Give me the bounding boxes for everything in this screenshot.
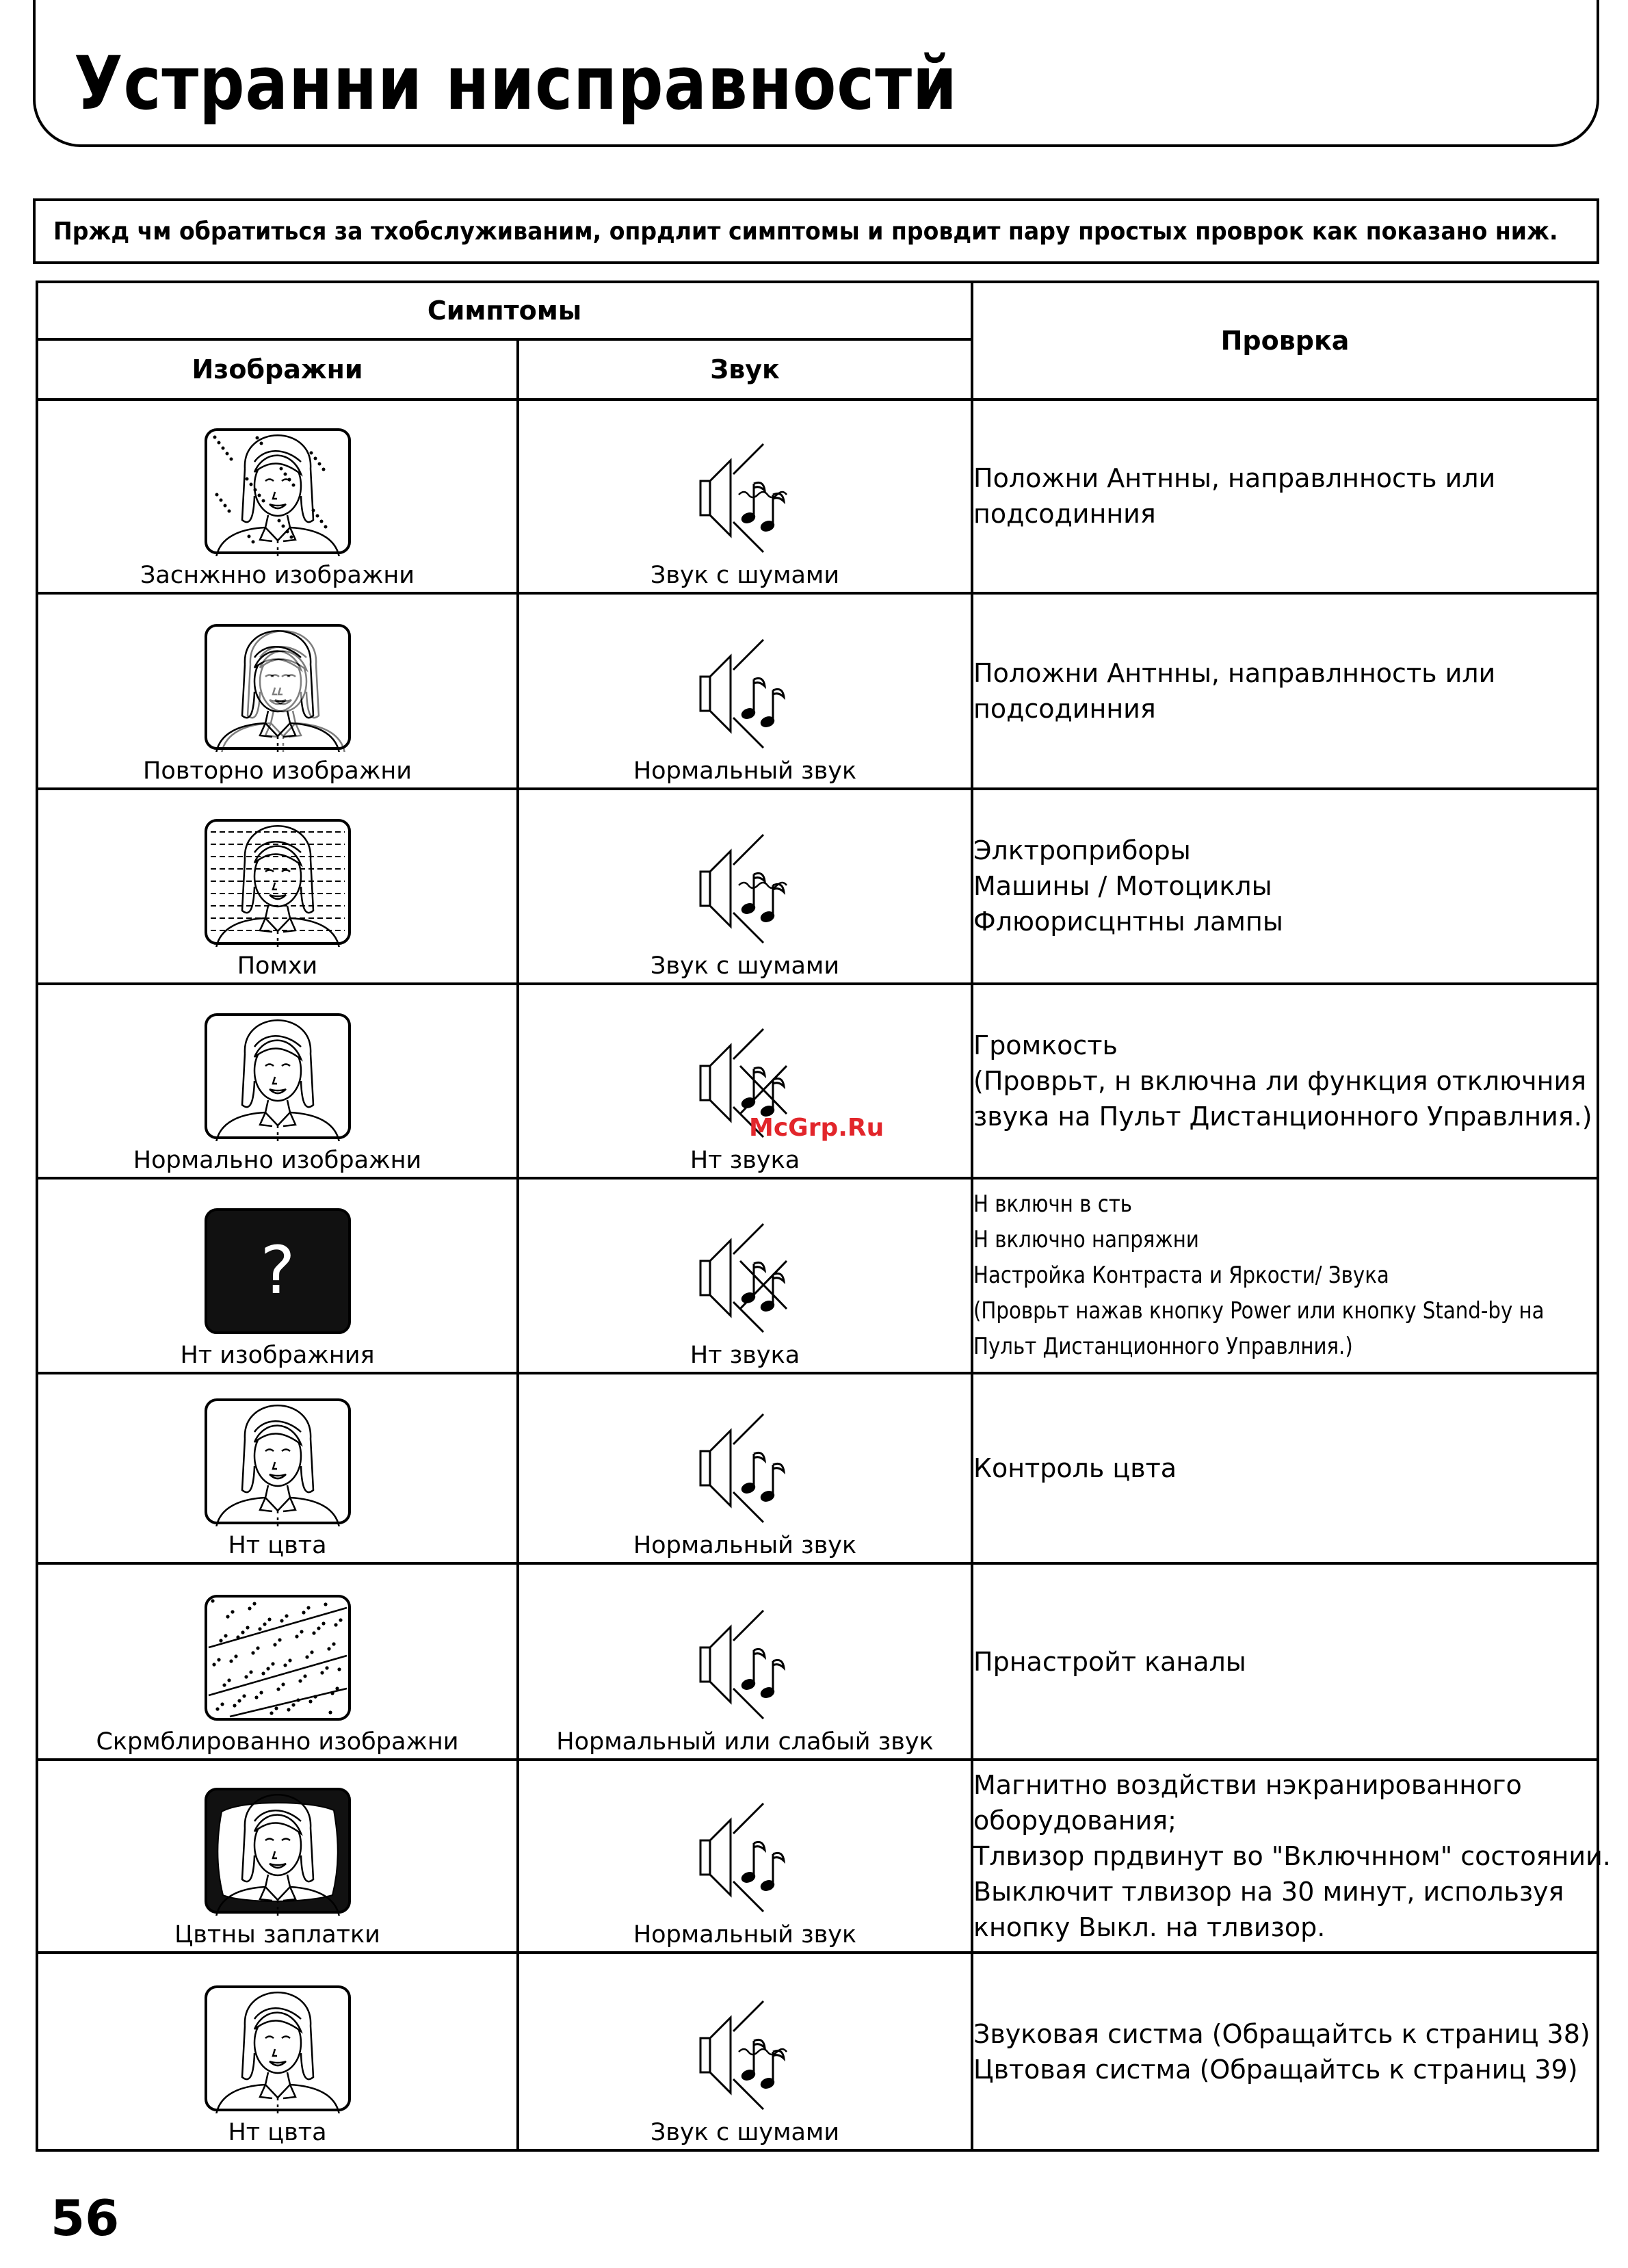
check-line: Магнитно воздйстви нэкранированного — [973, 1770, 1522, 1801]
check-cell — [972, 1373, 1598, 1564]
sound-cell — [518, 1953, 972, 2150]
picture-label: Заснжнно изображни — [140, 561, 415, 589]
sound-label: Нормальный звук — [633, 1532, 857, 1560]
check-line: Н включн в сть — [973, 1190, 1133, 1218]
check-cell — [972, 1563, 1598, 1760]
check-line: Цвтовая систма (Обращайтсь к страниц 39) — [973, 2054, 1578, 2085]
check-line: Контроль цвта — [973, 1453, 1177, 1483]
page-title: Устранни нисправностй — [74, 41, 958, 127]
interference-picture-icon — [202, 817, 353, 947]
table-row — [37, 789, 1598, 984]
table-row — [37, 400, 1598, 593]
no-color-picture-icon — [202, 1396, 353, 1526]
normal-sound-icon — [680, 1606, 810, 1723]
check-line: Настройка Контраста и Яркости/ Звука — [973, 1262, 1389, 1290]
sound-cell — [518, 1373, 972, 1564]
check-line: Пульт Дистанционного Управлния.) — [973, 1333, 1353, 1361]
picture-cell — [37, 789, 518, 984]
check-cell — [972, 593, 1598, 790]
sound-cell — [518, 984, 972, 1179]
no-color-picture-icon — [202, 1983, 353, 2113]
sound-label: Нт звука — [690, 1147, 800, 1175]
scrambled-picture-icon — [202, 1593, 353, 1723]
picture-cell — [37, 1953, 518, 2150]
header-check: Проврка — [972, 282, 1598, 400]
check-cell — [972, 789, 1598, 984]
picture-cell — [37, 984, 518, 1179]
check-line: Н включно напряжни — [973, 1226, 1199, 1254]
table-row — [37, 1178, 1598, 1373]
sound-cell — [518, 400, 972, 593]
ghost-picture-icon — [202, 622, 353, 752]
noisy-sound-icon — [680, 1997, 810, 2113]
table-row — [37, 984, 1598, 1179]
picture-label: Скрмблированно изображни — [96, 1728, 459, 1756]
sound-label: Звук с шумами — [650, 952, 840, 980]
picture-cell — [37, 593, 518, 790]
sound-label: Нормальный или слабый звук — [556, 1728, 934, 1756]
sound-cell — [518, 789, 972, 984]
header-picture: Изображни — [37, 339, 518, 400]
check-line: оборудования; — [973, 1806, 1177, 1836]
sound-label: Нт звука — [690, 1341, 800, 1369]
table-row — [37, 1373, 1598, 1564]
check-cell — [972, 1953, 1598, 2150]
sound-cell — [518, 1178, 972, 1373]
svg-text:?: ? — [260, 1231, 295, 1309]
check-line: подсодинния — [973, 693, 1156, 724]
picture-cell — [37, 1178, 518, 1373]
check-line: Выключит тлвизор на 30 минут, используя — [973, 1877, 1564, 1907]
check-line: Положни Антнны, направлнность или — [973, 657, 1496, 688]
picture-label: Нормально изображни — [133, 1147, 422, 1175]
troubleshooting-table — [36, 281, 1611, 2152]
picture-label: Нт цвта — [228, 1532, 327, 1560]
color-patches-picture-icon — [202, 1786, 353, 1916]
picture-label: Нт цвта — [228, 2119, 327, 2146]
table-row — [37, 1953, 1598, 2150]
check-line: (Проврьт, н включна ли функция отключния — [973, 1065, 1587, 1096]
check-line: (Проврьт нажав кнопку Power или кнопку Stand-by на — [973, 1297, 1545, 1325]
check-line: Звуковая систма (Обращайтсь к страниц 38) — [973, 2018, 1590, 2049]
sound-label: Нормальный звук — [633, 757, 857, 785]
normal-picture-icon — [202, 1011, 353, 1141]
picture-label: Помхи — [237, 952, 318, 980]
sound-label: Звук с шумами — [650, 561, 840, 589]
sound-cell — [518, 1563, 972, 1760]
watermark: McGrp.Ru — [749, 1114, 884, 1142]
normal-sound-icon — [680, 1799, 810, 1916]
check-line: Машины / Мотоциклы — [973, 871, 1272, 902]
page-number: 56 — [51, 2189, 120, 2247]
normal-sound-icon — [680, 1410, 810, 1526]
picture-label: Нт изображния — [180, 1341, 375, 1369]
table-row — [37, 1760, 1598, 1953]
snowy-picture-icon — [202, 426, 353, 556]
check-line: кнопку Выкл. на тлвизор. — [973, 1912, 1326, 1943]
sound-label: Нормальный звук — [633, 1921, 857, 1949]
check-cell — [972, 1760, 1611, 1953]
picture-cell — [37, 1563, 518, 1760]
check-line: Тлвизор прдвинут во "Включнном" состоянии. — [973, 1841, 1611, 1872]
picture-label: Цвтны заплатки — [174, 1921, 380, 1949]
picture-cell — [37, 1760, 518, 1953]
check-line: Положни Антнны, направлнность или — [973, 463, 1496, 494]
header-sound: Звук — [518, 339, 972, 400]
sound-cell — [518, 1760, 972, 1953]
noisy-sound-icon — [680, 831, 810, 947]
check-cell — [972, 400, 1598, 593]
check-line: Флюорисцнтны лампы — [973, 907, 1283, 937]
check-line: подсодинния — [973, 499, 1156, 530]
header-symptoms: Симптомы — [37, 282, 972, 339]
table-row — [37, 593, 1598, 790]
normal-sound-icon — [680, 636, 810, 752]
no-sound-icon — [680, 1220, 810, 1336]
sound-cell — [518, 593, 972, 790]
picture-cell — [37, 1373, 518, 1564]
check-cell — [972, 1178, 1598, 1373]
check-line: звука на Пульт Дистанционного Управлния.) — [973, 1101, 1592, 1132]
no-picture-icon — [202, 1206, 353, 1336]
sound-label: Звук с шумами — [650, 2119, 840, 2146]
intro-text: Пржд чм обратиться за тхобслуживаним, опрдлит симптомы и провдит пару простых проврок как показано ниж. — [53, 217, 1558, 246]
picture-cell — [37, 400, 518, 593]
table-row — [37, 1563, 1598, 1760]
check-line: Громкость — [973, 1030, 1118, 1060]
intro-box — [33, 198, 1599, 264]
check-cell — [972, 984, 1598, 1179]
check-line: Элктроприборы — [973, 835, 1191, 866]
picture-label: Повторно изображни — [143, 757, 412, 785]
noisy-sound-icon — [680, 440, 810, 556]
check-line: Прнастройт каналы — [973, 1646, 1246, 1677]
